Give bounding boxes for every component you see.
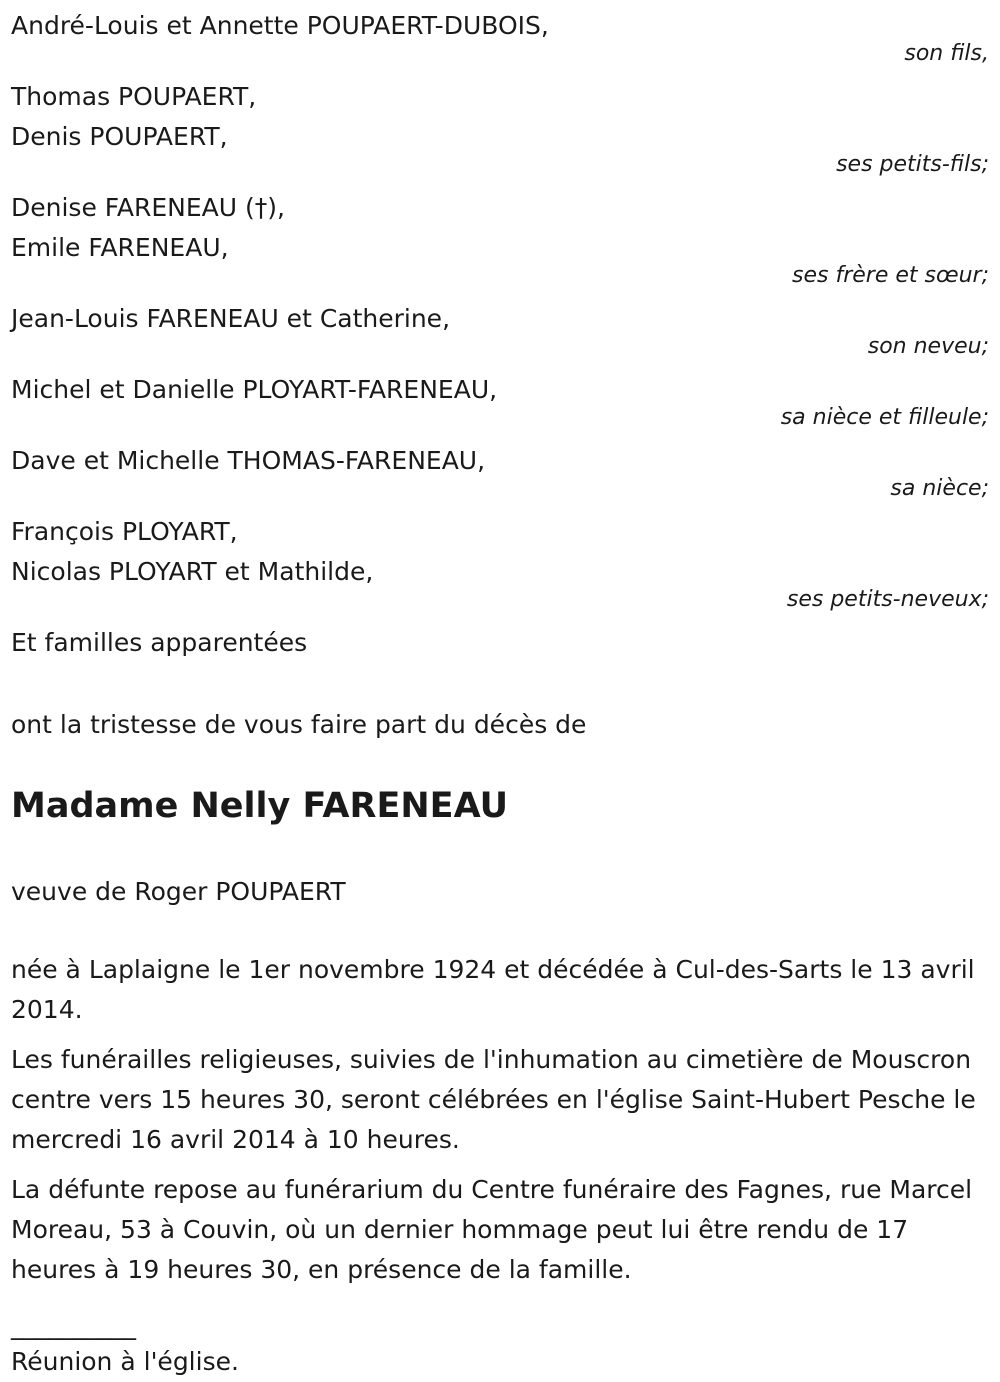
- family-group-niece: [11, 441, 989, 500]
- closing-note: Réunion à l'église.: [11, 1347, 239, 1376]
- family-group-grandsons: [11, 77, 989, 176]
- family-member-line: Denis POUPAERT,: [11, 122, 228, 151]
- relation-label: son neveu;: [867, 334, 989, 359]
- family-member-line: François PLOYART,: [11, 517, 238, 546]
- relation-label: ses frère et sœur;: [792, 263, 989, 288]
- family-group-nephew: [11, 299, 989, 358]
- family-member-line: Et familles apparentées: [11, 628, 308, 657]
- family-group-relatives: [11, 623, 989, 663]
- family-group-siblings: [11, 188, 989, 287]
- deceased-name: Madame Nelly FARENEAU: [11, 786, 509, 826]
- relation-label: ses petits-fils;: [836, 152, 989, 177]
- relation-label: son fils,: [904, 41, 989, 66]
- family-member-line: Jean-Louis FARENEAU et Catherine,: [11, 304, 451, 333]
- birth-death-paragraph: née à Laplaigne le 1er novembre 1924 et décédée à Cul-des-Sarts le 13 avril 2014.: [11, 955, 975, 1024]
- family-group-son: [11, 6, 989, 65]
- family-member-line: André-Louis et Annette POUPAERT-DUBOIS,: [11, 11, 549, 40]
- family-member-line: Nicolas PLOYART et Mathilde,: [11, 557, 374, 586]
- family-member-line: Dave et Michelle THOMAS-FARENEAU,: [11, 446, 486, 475]
- relation-label: sa nièce;: [890, 476, 989, 501]
- obituary-notice: [11, 6, 989, 1382]
- family-member-line: Denise FARENEAU (†),: [11, 193, 285, 222]
- family-group-grandnephews: [11, 512, 989, 611]
- separator-line: __________: [11, 1311, 136, 1340]
- funeral-paragraph: Les funérailles religieuses, suivies de l'inhumation au cimetière de Mouscron centre vers 15 heures 30, seront célébrées en l'église Saint-Hubert Pesche le mercredi 16 avril 2014 à 10 heures.: [11, 1045, 976, 1154]
- funerarium-paragraph: La défunte repose au funérarium du Centre funéraire des Fagnes, rue Marcel Moreau, 53 à Couvin, où un dernier hommage peut lui être rendu de 17 heures à 19 heures 30, en présence de la famille.: [11, 1175, 973, 1284]
- announcement-intro: ont la tristesse de vous faire part du décès de: [11, 710, 587, 739]
- family-member-line: Emile FARENEAU,: [11, 233, 229, 262]
- relation-label: sa nièce et filleule;: [780, 405, 989, 430]
- relation-label: ses petits-neveux;: [786, 587, 989, 612]
- widow-of: veuve de Roger POUPAERT: [11, 877, 346, 906]
- family-group-niece-goddaughter: [11, 370, 989, 429]
- family-member-line: Michel et Danielle PLOYART-FARENEAU,: [11, 375, 498, 404]
- family-member-line: Thomas POUPAERT,: [11, 82, 257, 111]
